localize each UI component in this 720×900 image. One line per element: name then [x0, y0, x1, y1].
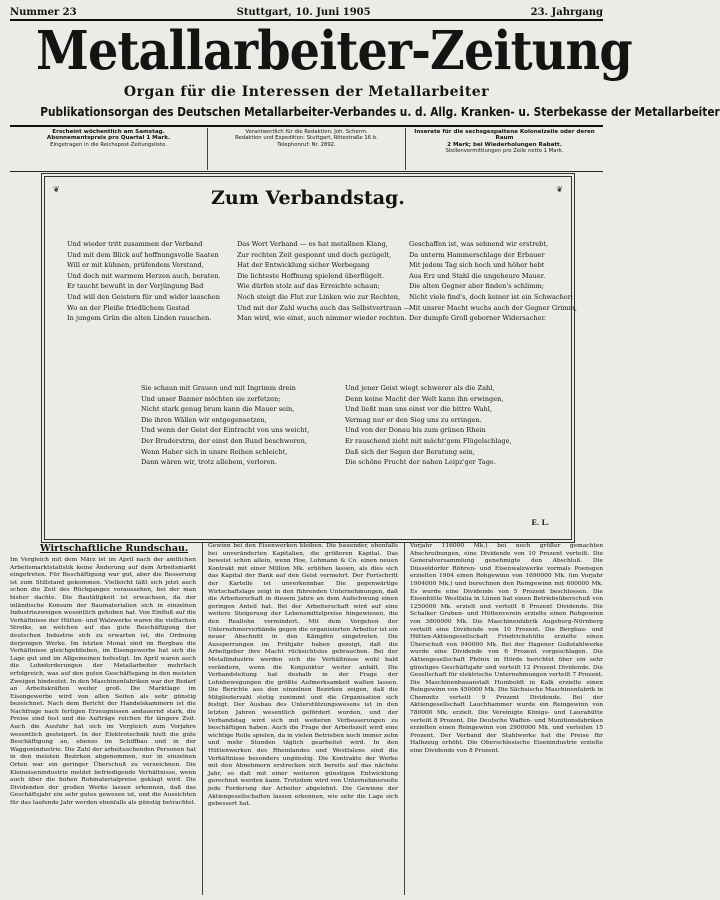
- poem-line: Und will den Geistern für und wider lauschen: [67, 292, 220, 301]
- info-line: Stellenvermittlungen pro Zeile netto 1 Mark.: [445, 148, 564, 155]
- issue-line: [10, 5, 603, 19]
- poem-stanza: [409, 239, 577, 324]
- poem-line: Und doch mit warmem Herzen auch, beraten.: [67, 271, 221, 280]
- economic-review-article: [10, 543, 603, 895]
- divider: [10, 125, 603, 127]
- poem-line: Der dumpfe Groll geborner Widersacher.: [409, 314, 547, 323]
- article-column: Vorjahr 116000 Mk.) bei noch größer gemachten Abschreibungen, eine Dividende von 10 Prozent verteilt. Die Generalversammlung genehmigte den Abschluß. Die Düsseldorfer Röhren- und Eisenwalzwerke vormals Poensgen erzielten 1904 einen Rohgewinn von 1690000 Mk. (im Vorjahr 1904000 Mk.) und berechnen den Reingewinn mit 600000 Mk. Es wurde eine Dividende von 5 Prozent beschlossen. Die Eisenhütte Westfalia in Lünen hat einen Betriebsüberschuß von 1250000 Mk. erzielt und verteilt 8 Prozent Dividende. Die Schalker Gruben- und Hüttenverein erzielte einen Rohgewinn von 3800000 Mk. Die Maschinenfabrik Augsburg-Nürnberg verteilt eine Dividende von 10 Prozent. Die Bergbau- und Hütten-Aktiengesellschaft Friedrichshütte erzielte einen Überschuß von 940000 Mk. Bei der Hagener Gußstahlwerke wurde eine Dividende von 6 Prozent vorgeschlagen. Die Aktiengesellschaft Phönix in Hörde berichtet über ein sehr günstiges Geschäftsjahr und verteilt 12 Prozent Dividende. Die Gesellschaft für elektrische Unternehmungen verteilt 7 Prozent. Die Maschinenbauanstalt Humboldt in Kalk erzielte einen Reingewinn von 450000 Mk. Die Sächsische Maschinenfabrik in Chemnitz verteilt 9 Prozent Dividende. Bei der Aktiengesellschaft Lauchhammer wurde ein Reingewinn von 780000 Mk. erzielt. Die Vereinigte Königs- und Laurahütte verteilt 8 Prozent. Die Deutsche Waffen- und Munitionsfabriken erzielten einen Reingewinn von 2900000 Mk. und verteilen 15 Prozent. Der Verband der Stahlwerke hat die Preise für Halbzeug erhöht. Die Oberschlesische Eisenindustrie erzielte eine Dividende von 8 Prozent.: [410, 543, 603, 755]
- info-line: Telephonruf: Nr. 2892.: [277, 141, 336, 148]
- poem-line: Und jener Geist wiegt schwerer als die Zahl,: [345, 384, 495, 392]
- subtitle: Organ für die Interessen der Metallarbeiter: [123, 84, 490, 100]
- poem-line: Wie dürfen stolz auf das Erreichte schaun;: [237, 282, 380, 291]
- poem-line: Mit unsrer Macht wuchs auch der Gegner Grimm,: [409, 303, 577, 312]
- poem-line: Das Wort Verband — es hat metallnen Klang,: [237, 240, 388, 248]
- info-line: Abonnementspreis pro Quartal 1 Mark.: [46, 135, 171, 142]
- issue-date: Stuttgart, 10. Juni 1905: [236, 6, 371, 18]
- column-divider: [404, 543, 405, 895]
- poem-box: [44, 176, 577, 540]
- poem-line: Und mit der Zahl wuchs auch das Selbstvertraun —: [237, 303, 411, 312]
- poem-line: Daß sich der Segen der Beratung sein,: [345, 447, 475, 456]
- divider: [10, 171, 603, 172]
- poem-line: Die alten Gegner aber finden's schlimm;: [409, 282, 544, 291]
- publication-line: Publikationsorgan des Deutschen Metallarbeiter-Verbandes u. d. Allg. Kranken- u. Sterbekasse der Metallarbeiter: [40, 105, 720, 119]
- poem-line: Wo an der Pleiße friedlichem Gestad: [67, 303, 190, 312]
- info-line: Verantwortlich für die Redaktion: Joh. Scherm.: [245, 129, 368, 135]
- poem-line: Zur rechten Zeit gesponnt und doch gezügelt,: [237, 250, 392, 259]
- article-column: Gewinn bei den Eisenwerken bleiben. Die bauender, ebenfalls bei unveränderten Kapitalien, die größeren Kapital. Das beweist schon allein, wenn Hoe, Lohmann & Co. einen neuen Kontrakt mit einer Million Mk. erhöhen lassen, als dies sich das Kapital der Bank auf den Geist vermehrt. Der Fortschritt der Kartelle ist unverkennbar. Die gegenwärtige Wirtschaftslage zeigt in den führenden Unternehmungen, daß die Arbeiterschaft in diesem Jahre an dem Aufschwung einen geringen Anteil hat. Bei der Arbeiterschaft wird auf eine weitere Steigerung der Lebensmittelpreise hingewiesen, die den Reallohn vermindert. Mit dem Vorgehen der Unternehmerverbände gegen die organisierten Arbeiter ist ein neuer Abschnitt in den Kämpfen eingetreten. Die Aussperrungen im Frühjahr haben gezeigt, daß die Arbeitgeber ihre Macht rücksichtslos gebrauchen. Bei der Metallindustrie werden sich die Verhältnisse wohl bald verändern, wenn die Konjunktur weiter anhält. Die Verbandsleitung hat deshalb in der Frage der Lohnbewegungen die größte Aufmerksamkeit walten lassen. Die Berichte aus den einzelnen Bezirken zeigen, daß die Mitgliederzahl stetig zunimmt und die Organisation sich festigt. Der Ausbau des Unterstützungswesens ist in den letzten Jahren wesentlich gefördert worden, und der Verbandstag wird sich mit weiteren Verbesserungen zu beschäftigen haben. Auch die Frage der Arbeitszeit wird eine wichtige Rolle spielen, da in vielen Betrieben noch immer zehn und mehr Stunden täglich gearbeitet wird. In den Hüttenwerken des Rheinlandes und Westfalens sind die Verhältnisse besonders ungünstig. Die Kontrakte der Werke mit den Abnehmern erstrecken sich bereits auf das nächste Jahr, so daß mit einer weiteren günstigen Entwicklung gerechnet werden kann. Trotzdem wird von Unternehmerseite jede Forderung der Arbeiter abgelehnt. Die Gewinne der Aktiengesellschaften lassen erkennen, wie sehr die Lage sich gebessert hat.: [208, 543, 398, 808]
- editorial-info: [207, 128, 405, 170]
- poem-line: Und wieder tritt zusammen der Verband: [67, 240, 203, 248]
- poem-line: Da unterm Hammerschlage der Erbauer: [409, 250, 545, 259]
- info-line: Inserate für die sechsgespaltene Kolonelzeile oder deren Raum: [414, 129, 595, 142]
- poem-line: Noch steigt die Flut zur Linken wie zur Rechten,: [237, 292, 401, 301]
- ornament-icon: ❦: [53, 185, 60, 194]
- poem-line: Geschaffen ist, was sehnend wir erstrebt,: [409, 240, 549, 248]
- article-title: Wirtschaftliche Rundschau.: [40, 543, 189, 554]
- poem-line: Hat der Entwicklung sicher Werbegang: [237, 261, 370, 270]
- issue-number: Nummer 23: [10, 6, 77, 18]
- poem-stanza: [67, 239, 227, 324]
- poem-stanza: [141, 383, 329, 468]
- poem-signature: E. L.: [531, 518, 549, 527]
- poem-line: Und mit dem Blick auf hoffnungsvolle Saaten: [67, 250, 219, 259]
- poem-line: Der Bruderstrm, der einst den Bund beschworen,: [141, 436, 307, 445]
- column-divider: [202, 543, 203, 895]
- poem-title: Zum Verbandstag.: [211, 187, 405, 209]
- poem-stanza: [237, 239, 411, 324]
- ornament-icon: ❦: [556, 185, 563, 194]
- volume-number: 23. Jahrgang: [530, 6, 603, 18]
- poem-line: Die lichteste Hoffnung spielend überflügelt.: [237, 271, 384, 280]
- article-column: Im Vergleich mit dem März ist im April nach der amtlichen Arbeitsmarktstatistik keine Änderung auf dem Arbeitsmarkt eingetreten. Für Beschäftigung war gut, aber die Besserung ist zum Stillstand gekommen. Vielleicht läßt sich jetzt auch schon die Zeit des Rückganges voraussehen, bei der man bisher dachte. Die Bautätigkeit ist erwachsen, da der inländische Konsum der Baumaterialien sich in einzelnen Industriezweigen wesentlich gehoben hat. Von Einfluß auf die Verhältnisse der Hütten- und Walzwerke waren die vielfachen Streiks, an welchen auf das gute Beschäftigung der deutschen Industrie sich zu erwarten ist, die Ordnung derjenigen Werke. Im letzten Monat sind im Bergbau die Verhältnisse gleichgeblieben, im Eisengewerbe hat sich die Lage gut und im Allgemeinen befestigt. Im April waren auch die Lohnforderungen der Metallarbeiter mehrfach erfolgreich, was auf den guten Geschäftsgang in den meisten Zweigen hindeutet. In den Maschinenfabriken war der Bedarf an Arbeitskräften weiter groß. Die Marktlage im Eisengewerbe wird von allen Seiten als sehr günstig bezeichnet. Nach dem Bericht der Handelskammern ist die Nachfrage nach fertigen Erzeugnissen andauernd stark, die Preise sind fest und die Aufträge reichen für längere Zeit. Auch die Ausfuhr hat sich im Vergleich zum Vorjahre wesentlich gesteigert. In der Elektrotechnik hielt die gute Beschäftigung an, ebenso im Schiffbau und in der Waggonindustrie. Die Zahl der arbeitsuchenden Personen hat in den meisten Bezirken abgenommen, nur in einzelnen Orten war ein geringer Überschuß zu verzeichnen. Die Kleineisenindustrie meldet befriedigende Verhältnisse, wenn auch über die hohen Rohmaterialpreise geklagt wird. Die Dividenden der großen Werke lassen erkennen, daß das Geschäftsjahr ein sehr gutes gewesen ist, und die Aussichten für das laufende Jahr werden ebenfalls als günstig betrachtet.: [10, 557, 196, 806]
- poem-line: Wenn Haber sich in unsre Reihen schleicht,: [141, 447, 288, 456]
- poem-line: Nicht viele find's, doch keiner ist ein Schwacher;: [409, 292, 574, 301]
- advertising-info: [405, 128, 603, 170]
- poem-stanza: [345, 383, 515, 468]
- info-line: Redaktion und Expedition: Stuttgart, Rötestraße 16 b.: [235, 135, 378, 142]
- subscription-info: [10, 128, 207, 170]
- poem-line: Sie schaun mit Grauen und mit Ingrimm drein: [141, 384, 296, 392]
- poem-line: Mit jedem Tag sich hoch und höher hebt: [409, 261, 545, 270]
- info-line: 2 Mark; bei Wiederholungen Rabatt.: [447, 141, 562, 148]
- poem-line: Und von der Donau bis zum grünen Rhein: [345, 426, 486, 435]
- poem-line: Man wird, wie einst, auch nimmer wieder rechten.: [237, 314, 407, 323]
- poem-line: Und unser Banner möchten sie zerfetzen;: [141, 394, 281, 403]
- poem-line: Aus Erz und Stahl die ungeheure Mauer.: [409, 271, 546, 280]
- poem-line: In jungem Grün die alten Linden rauschen.: [67, 314, 212, 323]
- masthead-title: Metallarbeiter-Zeitung: [36, 20, 632, 82]
- poem-line: Nicht stark genug brum kann die Mauer sein,: [141, 405, 295, 414]
- poem-line: Will er mit kühnen, prüfendem Verstand,: [67, 261, 204, 270]
- poem-line: Und ließt man uns einst vor die bittre Wahl,: [345, 405, 492, 414]
- info-line: Eingetragen in die Reichspost-Zeitungsliste.: [50, 141, 167, 148]
- poem-line: Und wenn der Geist der Eintracht von uns weicht,: [141, 426, 310, 435]
- poem-line: Die ihren Wällen wir entgegensetzen,: [141, 415, 267, 424]
- info-box: [10, 128, 603, 170]
- poem-line: Die schöne Frucht der nahen Leipz'ger Tage.: [345, 458, 496, 467]
- poem-line: Er taucht bewußt in der Verjüngung Bad: [67, 282, 204, 291]
- poem-line: Denn keine Macht der Welt kann ihn erwingen,: [345, 394, 504, 403]
- poem-line: Er rauschend zieht mit mächt'gem Flügelschlage,: [345, 436, 512, 445]
- poem-line: Dann wären wir, trotz allebem, verloren.: [141, 458, 278, 467]
- poem-line: Vermag nur er den Sieg uns zu erringen.: [345, 415, 482, 424]
- info-line: Erscheint wöchentlich am Samstag.: [52, 129, 165, 135]
